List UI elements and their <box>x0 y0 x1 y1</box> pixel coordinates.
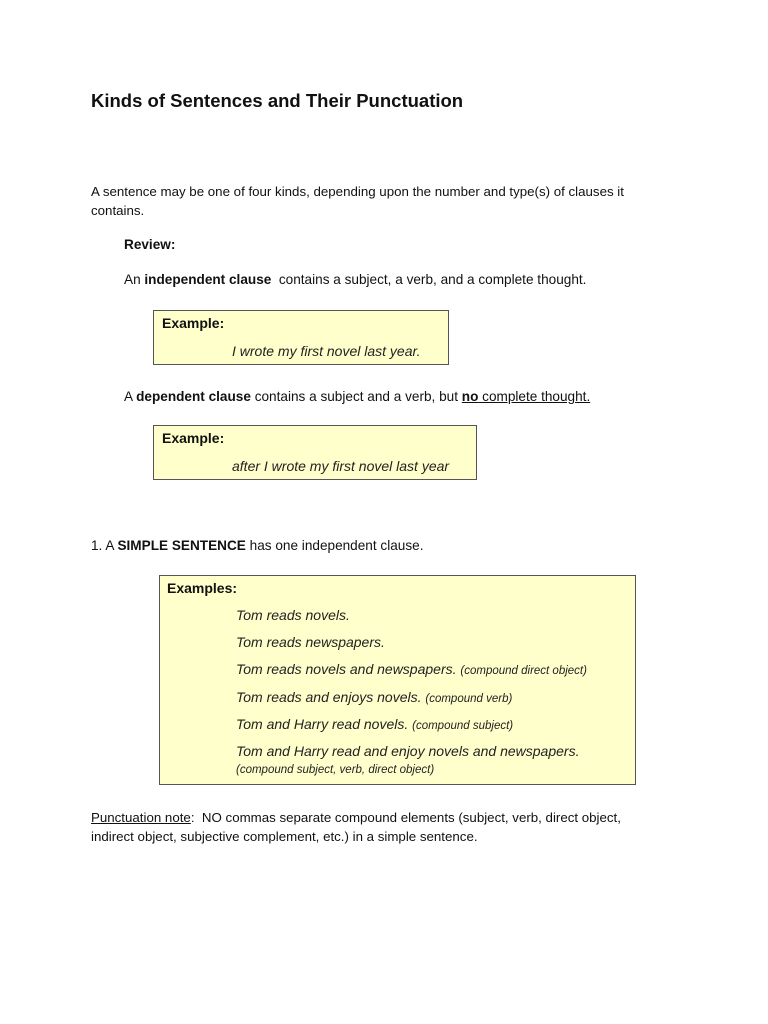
definition-tail: complete thought. <box>478 389 591 404</box>
simple-sentence-definition <box>91 538 424 553</box>
definition-prefix: An <box>124 272 145 287</box>
page-title: Kinds of Sentences and Their Punctuation <box>91 90 464 111</box>
example-note: (compound subject) <box>412 720 514 732</box>
dependent-clause-term: dependent clause <box>136 389 251 404</box>
example-note: (compound subject, verb, direct object) <box>236 764 435 776</box>
list-number: 1. A <box>91 538 118 553</box>
no-complete-thought <box>462 389 590 404</box>
punctuation-colon: : <box>190 810 195 825</box>
independent-clause-term: independent clause <box>144 272 272 287</box>
punctuation-note <box>91 808 661 846</box>
example-sentence: Tom reads and enjoys novels. (compound verb) <box>236 689 513 705</box>
independent-example-box <box>153 310 449 365</box>
definition-prefix: A <box>124 389 137 404</box>
example-sentence: Tom reads newspapers. <box>236 634 385 650</box>
examples-label: Examples: <box>167 580 238 596</box>
simple-examples-box <box>159 575 636 785</box>
example-sentence: Tom reads novels and newspapers. (compound direct object) <box>236 661 587 677</box>
example-sentence: Tom and Harry read and enjoy novels and newspapers. <box>236 743 580 759</box>
example-label: Example: <box>162 315 225 331</box>
definition-body: contains a subject and a verb, but <box>250 389 462 404</box>
example-sentence: I wrote my first novel last year. <box>232 343 421 359</box>
simple-sentence-term: SIMPLE SENTENCE <box>117 538 246 553</box>
punctuation-note-label: Punctuation note <box>91 810 191 825</box>
review-label: Review: <box>124 237 176 252</box>
definition-body: has one independent clause. <box>245 538 424 553</box>
example-note: (compound direct object) <box>460 665 587 677</box>
no-word: no <box>461 389 479 404</box>
dependent-example-box <box>153 425 477 480</box>
independent-clause-definition <box>124 272 586 287</box>
example-sentence: Tom and Harry read novels. (compound subject) <box>236 716 514 732</box>
example-sentence: Tom reads novels. <box>236 607 350 623</box>
intro-paragraph: A sentence may be one of four kinds, depending upon the number and type(s) of clauses it contains. <box>91 184 624 218</box>
example-label: Example: <box>162 430 225 446</box>
definition-body: contains a subject, a verb, and a complete thought. <box>271 272 587 287</box>
punctuation-note-text: NO commas separate compound elements (subject, verb, direct object, indirect object, subjective complement, etc.) in a simple sentence. <box>91 810 625 844</box>
example-note: (compound verb) <box>425 693 513 705</box>
dependent-clause-definition <box>124 389 590 404</box>
example-sentence: after I wrote my first novel last year <box>232 458 450 474</box>
